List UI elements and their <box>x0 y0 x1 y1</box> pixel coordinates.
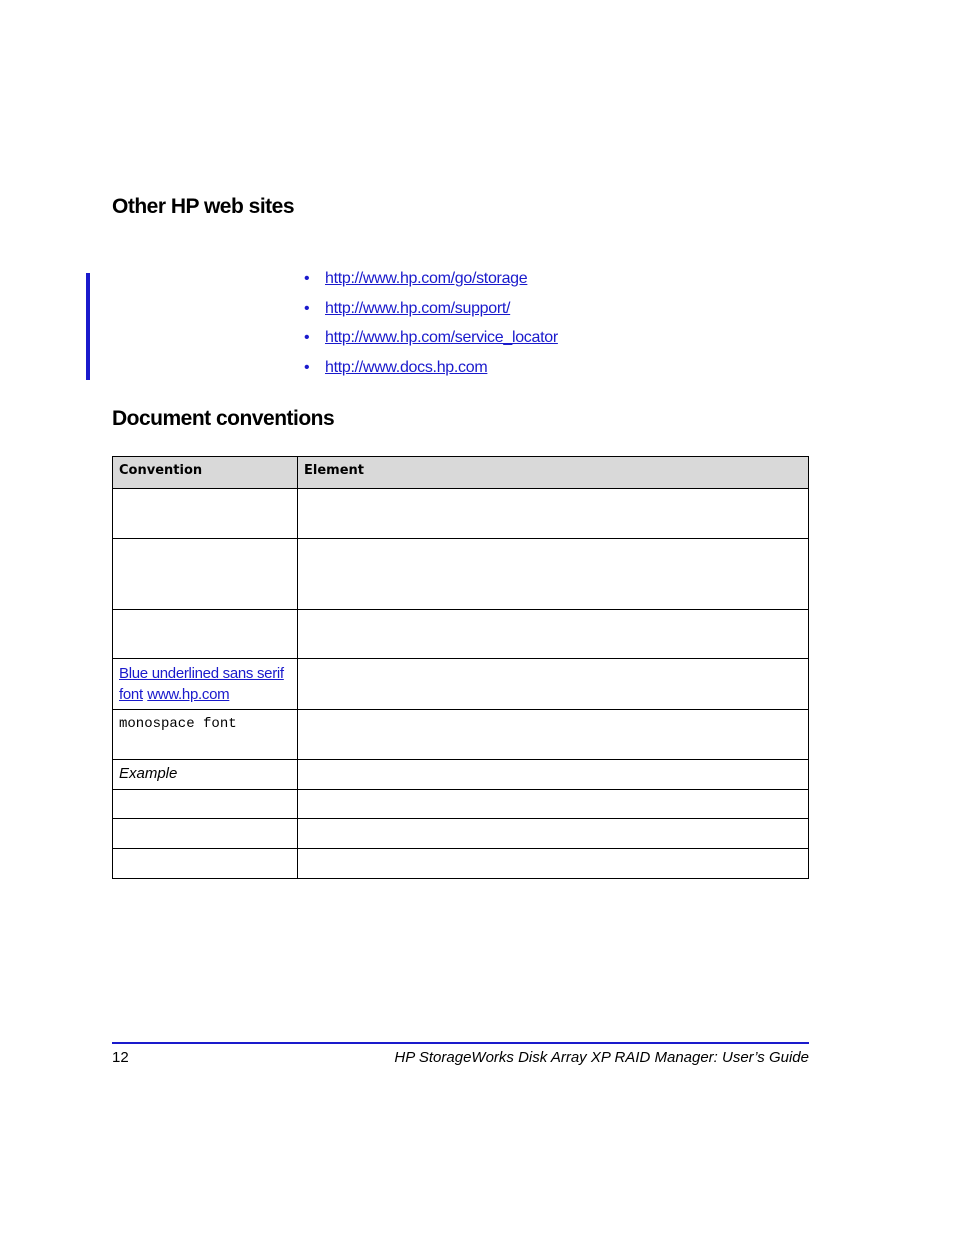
convention-cell <box>113 489 298 539</box>
hp-com-link-example[interactable]: www.hp.com <box>147 686 230 703</box>
list-item <box>304 327 558 357</box>
convention-cell <box>113 790 298 819</box>
element-cell <box>298 610 809 659</box>
convention-cell <box>113 849 298 879</box>
monospace-font-example: monospace font <box>119 716 237 732</box>
footer-rule <box>112 1042 809 1044</box>
element-cell <box>298 539 809 610</box>
convention-cell <box>113 659 298 710</box>
table-header-row <box>113 457 809 489</box>
blue-underlined-font-example[interactable]: Blue underlined sans serif <box>119 665 284 682</box>
conventions-table <box>112 456 809 879</box>
convention-cell <box>113 710 298 760</box>
link-hp-support[interactable]: http://www.hp.com/support/ <box>325 299 511 317</box>
table-row <box>113 760 809 790</box>
footer-doc-title: HP StorageWorks Disk Array XP RAID Manager: User’s Guide <box>394 1049 809 1066</box>
table-row <box>113 790 809 819</box>
list-item <box>304 357 558 387</box>
column-header-element: Element <box>298 457 809 489</box>
list-item <box>304 268 558 298</box>
table-row <box>113 610 809 659</box>
italic-example: Example <box>119 765 178 782</box>
table-row <box>113 710 809 760</box>
table-row <box>113 659 809 710</box>
element-cell <box>298 849 809 879</box>
table-row <box>113 819 809 849</box>
convention-cell <box>113 610 298 659</box>
convention-cell <box>113 819 298 849</box>
bullet-icon: • <box>304 299 310 317</box>
element-cell <box>298 760 809 790</box>
list-item <box>304 298 558 328</box>
convention-cell <box>113 760 298 790</box>
web-sites-list <box>304 268 558 386</box>
element-cell <box>298 489 809 539</box>
change-bar <box>86 273 90 380</box>
convention-cell <box>113 539 298 610</box>
link-hp-docs[interactable]: http://www.docs.hp.com <box>325 358 488 376</box>
table-row <box>113 489 809 539</box>
element-cell <box>298 710 809 760</box>
table-row <box>113 849 809 879</box>
font-link-example[interactable]: font <box>119 686 143 703</box>
link-hp-storage[interactable]: http://www.hp.com/go/storage <box>325 270 528 287</box>
document-conventions-heading: Document conventions <box>112 407 335 430</box>
element-cell <box>298 790 809 819</box>
bullet-icon: • <box>304 270 310 287</box>
bullet-icon: • <box>304 329 310 346</box>
page-number: 12 <box>112 1049 129 1066</box>
table-row <box>113 539 809 610</box>
element-cell <box>298 659 809 710</box>
element-cell <box>298 819 809 849</box>
link-hp-service-locator[interactable]: http://www.hp.com/service_locator <box>325 329 558 346</box>
bullet-icon: • <box>304 358 310 376</box>
column-header-convention: Convention <box>113 457 298 489</box>
other-hp-web-sites-heading: Other HP web sites <box>112 195 295 218</box>
